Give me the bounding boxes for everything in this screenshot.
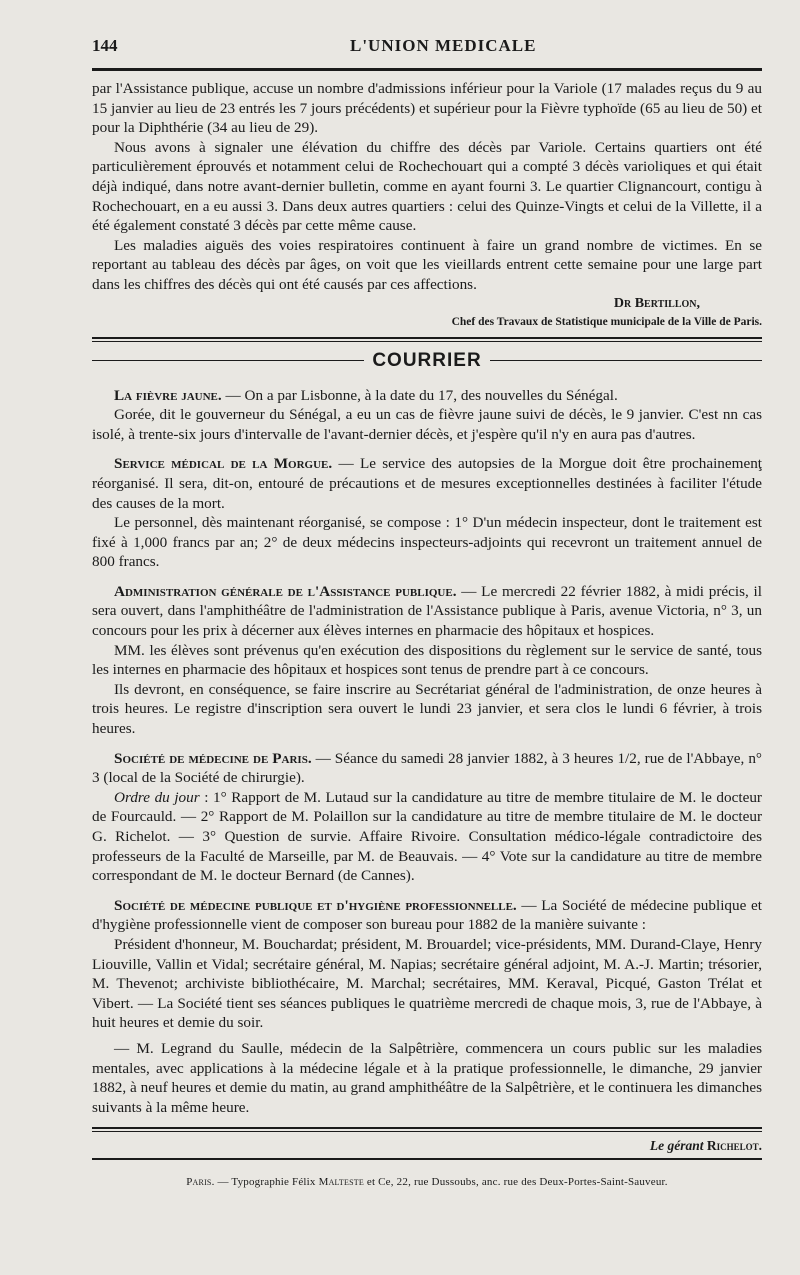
paragraph-legrand: — M. Legrand du Saulle, médecin de la Salpêtrière, commencera un cours public sur les maladies mentales, avec applications à la médecine légale et à la pratique professionnelle, le dimanche, 29 janvier 1882, à neuf heures et demie du matin, au grand amphithéâtre de la Salpêtrière, et le continuera les dimanches suivants à la même heure. xyxy=(92,1039,762,1116)
heading-line-right xyxy=(490,360,762,361)
paragraph-societe-publique xyxy=(92,896,762,935)
item-heading: Administration générale de l'Assistance publique. xyxy=(114,582,457,600)
imprint-rule xyxy=(92,1158,762,1160)
paragraph: Gorée, dit le gouverneur du Sénégal, a eu un cas de fièvre jaune suivi de décès, le 9 janvier. C'est nn cas isolé, à trente-six jours d'intervalle de l'avant-dernier décès, et j'espère qu'il n'y en aura pas d'autres. xyxy=(92,406,762,443)
section-divider xyxy=(92,337,762,342)
imprint-text: — Typographie Félix xyxy=(214,1176,319,1189)
paragraph-societe-paris xyxy=(92,749,762,788)
item-heading: Société de médecine de Paris. xyxy=(114,749,312,767)
item-text: — Séance du samedi 28 janvier 1882, à 3 heures 1/2, rue de l'Abbaye, n° 3 (local de la Société de chirurgie). xyxy=(92,749,762,787)
printer-imprint xyxy=(92,1176,762,1188)
gerant-line xyxy=(92,1138,762,1154)
paragraph-ordre-du-jour xyxy=(92,788,762,886)
imprint-city: Paris. xyxy=(186,1176,215,1189)
section-heading xyxy=(92,350,762,372)
item-text: — La Société de médecine publique et d'hygiène professionnelle vient de composer son bureau pour 1882 de la manière suivante : xyxy=(92,896,762,934)
signature-block xyxy=(92,295,762,331)
page-number: 144 xyxy=(92,36,118,55)
running-title: L'UNION MEDICALE xyxy=(350,36,537,55)
signature-name: Dr Bertillon, xyxy=(613,295,700,311)
item-heading: Service médical de la Morgue. xyxy=(114,455,333,473)
heading-line-left xyxy=(92,360,364,361)
item-text: — Le mercredi 22 février 1882, à midi précis, il sera ouvert, dans l'amphithéâtre de l'administration de l'Assistance publique à Paris, avenue Victoria, n° 3, un concours pour les prix à décerner aux élèves internes en pharmacie des hôpitaux et hospices. xyxy=(92,582,762,640)
item-heading: Société de médecine publique et d'hygiène professionnelle. xyxy=(114,896,517,914)
item-label: Ordre du jour xyxy=(114,788,200,806)
paragraph-morgue xyxy=(92,454,762,513)
signature-role: Chef des Travaux de Statistique municipale de la Ville de Paris. xyxy=(451,315,762,328)
gerant-label: Le gérant xyxy=(649,1138,704,1154)
paragraph: par l'Assistance publique, accuse un nombre d'admissions inférieur pour la Variole (17 malades reçus du 9 au 15 janvier au lieu de 23 entrés les 7 jours précédents) et supérieur pour la Fièvre typhoïde (65 au lieu de 50) et pour la Diphthérie (34 au lieu de 29). xyxy=(92,80,762,137)
paragraph-assistance xyxy=(92,582,762,641)
paragraph: Les maladies aiguës des voies respiratoires continuent à faire un grand nombre de victimes. En se reportant au tableau des décès par âges, on voit que les vieillards entrent cette semaine pour une large part dans les chiffres des décès qui ont été causés par ces affections. xyxy=(92,236,762,293)
item-text: : 1° Rapport de M. Lutaud sur la candidature au titre de membre titulaire de M. le docteur de Fourcauld. — 2° Rapport de M. Polaillon sur la candidature au titre de membre titulaire de M. le docteur G. Richelot. — 3° Question de survie. Affaire Rivoire. Consultation médico-légale contradictoire des professeurs de la Faculté de Marseille, par M. de Beauvais. — 4° Vote sur la candidature au titre de membre correspondant de M. le docteur Bernard (de Cannes). xyxy=(92,788,762,885)
item-text: — On a par Lisbonne, à la date du 17, des nouvelles du Sénégal. xyxy=(221,386,618,404)
section-title: COURRIER xyxy=(372,349,482,371)
footer-rule xyxy=(92,1127,762,1132)
mortality-bulletin xyxy=(92,79,762,331)
courrier-section xyxy=(92,386,762,1118)
paragraph: Ils devront, en conséquence, se faire inscrire au Secrétariat général de l'administration, de onze heures à trois heures. Le registre d'inscription sera ouvert le lundi 23 janvier, et sera clos le lundi 6 février, à trois heures. xyxy=(92,680,762,738)
imprint-printer-name: Malteste xyxy=(318,1176,364,1189)
paragraph: MM. les élèves sont prévenus qu'en exécution des dispositions du règlement sur le service de santé, tous les internes en pharmacie des hôpitaux et hospices sont tenus de prendre part à ce concours. xyxy=(92,641,762,679)
imprint-address: et Ce, 22, rue Dussoubs, anc. rue des Deux-Portes-Saint-Sauveur. xyxy=(363,1176,668,1189)
item-text: — Le service des autopsies de la Morgue doit être prochainemenţ réorganisé. Il sera, dit-on, entouré de précautions et de mesures exceptionnelles destinées à faciliter l'étude des causes de la mort. xyxy=(92,455,763,512)
paragraph-yellow-fever xyxy=(92,386,762,406)
paragraph: Nous avons à signaler une élévation du chiffre des décès par Variole. Certains quartiers ont été particulièrement éprouvés et notamment celui de Rochechouart qui a compté 3 décès varioliques et qui était déjà indiqué, dans notre avant-dernier bulletin, comme en ayant fourni 3. Le quartier Clignancourt, contigu à Rochechouart, en a eu aussi 3. Dans deux autres quartiers : celui des Quinze-Vingts et celui de la Villette, il a été également constaté 3 décès par cette même cause. xyxy=(92,138,762,235)
paragraph: Président d'honneur, M. Bouchardat; président, M. Brouardel; vice-présidents, MM. Durand-Claye, Henry Liouville, Vallin et Vidal; secrétaire général, M. Napias; secrétaire général adjoint, M. A.-J. Martin; trésorier, M. Thevenot; archiviste bibliothécaire, M. Marchal; secrétaires, MM. Keraval, Picqué, Gaston Trélat et Vibert. — La Société tient ses séances publiques le quatrième mercredi de chaque mois, 3, rue de l'Abbaye, à huit heures et demie du soir. xyxy=(92,935,762,1032)
gerant-name: Richelot. xyxy=(706,1138,762,1154)
page-header xyxy=(92,36,762,62)
item-heading: La fièvre jaune. xyxy=(114,386,222,404)
paragraph: Le personnel, dès maintenant réorganisé, se compose : 1° D'un médecin inspecteur, dont le traitement est fixé à 1,000 francs par an; 2° de deux médecins inspecteurs-adjoints qui recevront un traitement annuel de 800 francs. xyxy=(92,514,762,571)
